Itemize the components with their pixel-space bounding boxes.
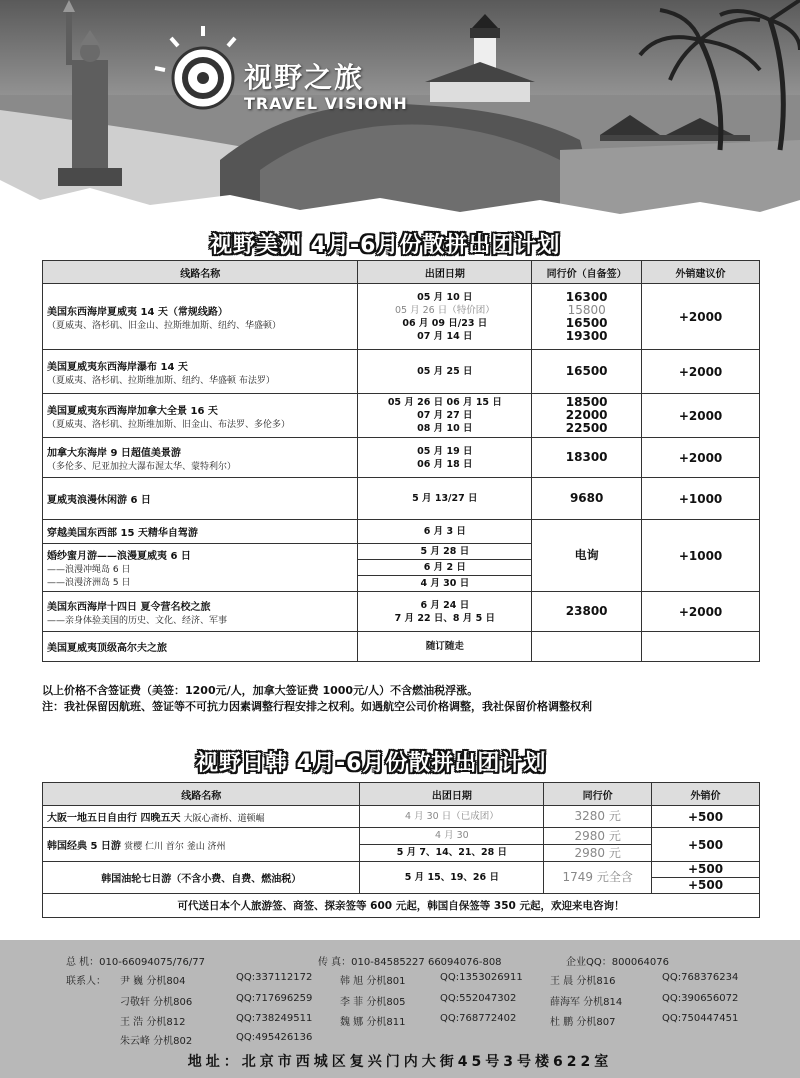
address: 地址：北京市西城区复兴门内大街45号3号楼622室 bbox=[187, 1054, 613, 1070]
route-name: 美国东西海岸夏威夷 14 天（常规线路） bbox=[47, 306, 228, 318]
contact-qq: QQ:390656072 bbox=[662, 993, 739, 1004]
price-cell bbox=[532, 438, 642, 478]
date-value: 4 月 30 日 bbox=[420, 578, 470, 589]
markup-value: +2000 bbox=[642, 592, 760, 632]
table-row bbox=[43, 806, 760, 828]
date-value: 08 月 10 日 bbox=[417, 423, 473, 434]
route-cell bbox=[43, 632, 358, 662]
route-name: 韩国油轮七日游（不含小费、自费、燃油税） bbox=[101, 874, 302, 885]
route-cell bbox=[43, 350, 358, 394]
table-row bbox=[43, 478, 760, 520]
contact-qq: QQ:750447451 bbox=[662, 1013, 739, 1024]
route-cell bbox=[43, 438, 358, 478]
markup-value: +2000 bbox=[642, 284, 760, 350]
date-value: 6 月 2 日 bbox=[358, 560, 531, 576]
route-name: 美国夏威夷东西海岸加拿大全景 16 天 bbox=[47, 405, 218, 417]
contact-person: 韩 旭 分机801 bbox=[340, 976, 406, 987]
date-value: 5 月 28 日 bbox=[358, 544, 531, 560]
header-date: 出团日期 bbox=[360, 783, 544, 806]
route-name: 美国夏威夷顶级高尔夫之旅 bbox=[47, 643, 167, 654]
header-markup: 外销价 bbox=[652, 783, 760, 806]
price-cell bbox=[532, 478, 642, 520]
route-cities: （多伦多、尼亚加拉大瀑布渥太华、蒙特利尔） bbox=[47, 461, 237, 472]
empty-cell bbox=[532, 632, 642, 662]
contacts-label: 联系人： bbox=[66, 976, 106, 987]
price-value: 19300 bbox=[565, 328, 608, 343]
date-value: 05 月 26 日（特价团） bbox=[394, 304, 495, 316]
price-value: 16500 bbox=[565, 315, 608, 330]
markup-cell bbox=[652, 862, 760, 894]
route-cities: （夏威夷、洛杉矶、拉斯维加斯、旧金山、布法罗、多伦多） bbox=[47, 419, 291, 430]
date-value: 5 月 13/27 日 bbox=[412, 493, 478, 504]
route-cell bbox=[43, 284, 358, 350]
date-value: 6 月 24 日 bbox=[420, 599, 470, 611]
date-cell bbox=[360, 828, 544, 862]
empty-cell bbox=[642, 632, 760, 662]
terms-note: 注：我社保留因航班、签证等不可抗力因素调整行程安排之权利。如遇航空公司价格调整，我社保留价格调整权利 bbox=[42, 700, 592, 713]
contact-qq: QQ:768376234 bbox=[662, 972, 739, 983]
route-name: 夏威夷浪漫休闲游 6 日 bbox=[47, 495, 151, 506]
date-value: 07 月 27 日 bbox=[417, 410, 473, 421]
price-note: 以上价格不含签证费（美签：1200元/人，加拿大签证费 1000元/人）不含燃油税浮涨。 bbox=[42, 684, 479, 697]
date-cell bbox=[358, 350, 532, 394]
date-value: 7 月 22 日、8 月 5 日 bbox=[394, 612, 496, 624]
price-cell bbox=[532, 394, 642, 438]
price-value: 18300 bbox=[565, 450, 608, 464]
header-route: 线路名称 bbox=[43, 783, 360, 806]
america-section-title: 视野美洲 4月-6月份散拼出团计划 bbox=[210, 233, 561, 258]
contact-person: 李 菲 分机805 bbox=[340, 997, 406, 1008]
route-cities: ——亲身体验美国的历史、文化、经济、军事 bbox=[47, 615, 228, 626]
contact-qq: QQ:1353026911 bbox=[440, 972, 523, 983]
brand-subtitle: TRAVEL VISIONH bbox=[244, 94, 408, 113]
table-row bbox=[43, 592, 760, 632]
route-name: 婚纱蜜月游——浪漫夏威夷 6 日 bbox=[47, 551, 191, 562]
date-cell bbox=[358, 544, 532, 592]
contact-qq: QQ:768772402 bbox=[440, 1013, 517, 1024]
markup-value: +2000 bbox=[642, 438, 760, 478]
route-name: 美国夏威夷东西海岸瀑布 14 天 bbox=[47, 361, 188, 373]
contact-qq: QQ:717696259 bbox=[236, 993, 313, 1004]
price-value: 18500 bbox=[565, 395, 608, 409]
date-value: 5 月 7、14、21、28 日 bbox=[396, 847, 507, 858]
table-row bbox=[43, 862, 760, 894]
date-value: 4 月 30 日（已成团） bbox=[405, 811, 499, 822]
markup-value: +2000 bbox=[642, 350, 760, 394]
route-cell bbox=[43, 394, 358, 438]
date-value: 随订随走 bbox=[425, 641, 464, 652]
date-cell bbox=[358, 520, 532, 544]
price-value: 22000 bbox=[565, 408, 608, 422]
route-cell bbox=[43, 862, 360, 894]
route-extra: 赏樱 仁川 首尔 釜山 济州 bbox=[124, 842, 226, 852]
route-cell bbox=[43, 806, 360, 828]
header-markup: 外销建议价 bbox=[642, 261, 760, 284]
table-row bbox=[43, 894, 760, 918]
date-cell bbox=[358, 478, 532, 520]
route-cities: （夏威夷、洛杉矶、拉斯维加斯、纽约、华盛顿 布法罗） bbox=[47, 375, 275, 386]
table-row bbox=[43, 438, 760, 478]
route-name: 大阪一地五日自由行 四晚五天 bbox=[47, 813, 181, 824]
route-name: 加拿大东海岸 9 日超值美景游 bbox=[47, 447, 181, 459]
date-value: 05 月 26 日 06 月 15 日 bbox=[387, 397, 502, 408]
price-cell bbox=[532, 284, 642, 350]
contact-person: 刁敬轩 分机806 bbox=[120, 997, 193, 1008]
japan-section-title: 视野日韩 4月-6月份散拼出团计划 bbox=[196, 751, 547, 776]
price-cell bbox=[532, 592, 642, 632]
visa-note: 可代送日本个人旅游签、商签、探亲签等 600 元起，韩国自保签等 350 元起，欢迎来电咨询！ bbox=[43, 894, 760, 918]
route-cell bbox=[43, 544, 358, 592]
price-cell bbox=[544, 828, 652, 862]
date-cell bbox=[358, 632, 532, 662]
contact-person: 朱云峰 分机802 bbox=[120, 1036, 193, 1047]
hero-banner bbox=[0, 0, 800, 222]
brand-name: 视野之旅 bbox=[244, 61, 365, 94]
contact-qq: QQ:337112172 bbox=[236, 972, 313, 983]
table-row bbox=[43, 350, 760, 394]
price-value: 23800 bbox=[565, 604, 608, 618]
date-cell bbox=[358, 284, 532, 350]
price-value: 3280 元 bbox=[574, 809, 621, 823]
date-cell bbox=[360, 806, 544, 828]
route-cell bbox=[43, 828, 360, 862]
date-value: 6 月 3 日 bbox=[423, 526, 466, 537]
date-value: 05 月 25 日 bbox=[417, 366, 473, 377]
route-name: 穿越美国东西部 15 天精华自驾游 bbox=[47, 528, 198, 539]
route-name: 韩国经典 5 日游 bbox=[47, 841, 121, 852]
price-value: 2980 元 bbox=[544, 828, 651, 845]
header-route: 线路名称 bbox=[43, 261, 358, 284]
table-row bbox=[43, 520, 760, 544]
markup-value: +500 bbox=[652, 828, 760, 862]
price-cell bbox=[532, 350, 642, 394]
table-header-row bbox=[43, 261, 760, 284]
contact-person: 王 晨 分机816 bbox=[550, 976, 616, 987]
date-value: 05 月 19 日 bbox=[417, 445, 473, 457]
date-value: 06 月 18 日 bbox=[417, 458, 473, 470]
route-cell bbox=[43, 478, 358, 520]
contact-person: 魏 娜 分机811 bbox=[340, 1017, 406, 1028]
markup-value: +1000 bbox=[642, 478, 760, 520]
date-cell bbox=[360, 862, 544, 894]
route-cities: （夏威夷、洛杉矶、旧金山、拉斯维加斯、纽约、华盛顿） bbox=[47, 320, 282, 331]
contact-qq: QQ:495426136 bbox=[236, 1032, 313, 1043]
japan-schedule-table bbox=[42, 782, 760, 918]
date-value: 5 月 15、19、26 日 bbox=[404, 872, 499, 883]
contact-person: 尹 巍 分机804 bbox=[120, 976, 186, 987]
price-cell bbox=[532, 520, 642, 592]
america-schedule-table bbox=[42, 260, 760, 662]
date-cell bbox=[358, 592, 532, 632]
price-value: 9680 bbox=[569, 491, 604, 505]
date-value: 05 月 10 日 bbox=[417, 291, 473, 303]
price-value: 16500 bbox=[565, 364, 608, 378]
markup-value: +2000 bbox=[642, 394, 760, 438]
table-row bbox=[43, 394, 760, 438]
price-value: 电询 bbox=[574, 548, 599, 562]
date-cell bbox=[358, 394, 532, 438]
contact-person: 薛海军 分机814 bbox=[550, 997, 623, 1008]
route-sub-item: ——浪漫冲绳岛 6 日 bbox=[47, 565, 131, 575]
date-value: 06 月 09 日/23 日 bbox=[402, 317, 488, 329]
price-cell bbox=[544, 862, 652, 894]
header-date: 出团日期 bbox=[358, 261, 532, 284]
markup-value: +500 bbox=[652, 806, 760, 828]
header-price: 同行价（自备签） bbox=[532, 261, 642, 284]
table-row bbox=[43, 632, 760, 662]
markup-value: +1000 bbox=[642, 520, 760, 592]
price-value: 22500 bbox=[565, 421, 608, 435]
table-row bbox=[43, 284, 760, 350]
main-phone: 总 机：010-66094075/76/77 bbox=[66, 957, 205, 968]
header-price: 同行价 bbox=[544, 783, 652, 806]
date-cell bbox=[358, 438, 532, 478]
price-cell bbox=[544, 806, 652, 828]
date-value: 07 月 14 日 bbox=[417, 330, 473, 342]
contact-person: 杜 鹏 分机807 bbox=[550, 1017, 616, 1028]
fax-number: 传 真：010-84585227 66094076-808 bbox=[318, 957, 502, 968]
company-qq: 企业QQ：800064076 bbox=[566, 957, 670, 968]
route-extra: 大阪心斋桥、道顿崛 bbox=[183, 814, 265, 824]
markup-value: +500 bbox=[652, 862, 759, 878]
contact-person: 王 浩 分机812 bbox=[120, 1017, 186, 1028]
price-value: 16300 bbox=[565, 289, 608, 304]
route-sub-item: ——浪漫济洲岛 5 日 bbox=[47, 578, 131, 588]
route-cell bbox=[43, 592, 358, 632]
table-row bbox=[43, 828, 760, 862]
date-value: 4 月 30 bbox=[360, 828, 543, 845]
route-name: 美国东西海岸十四日 夏令营名校之旅 bbox=[47, 601, 211, 613]
table-header-row bbox=[43, 783, 760, 806]
contact-qq: QQ:738249511 bbox=[236, 1013, 313, 1024]
price-value: 1749 元全含 bbox=[562, 870, 633, 884]
route-cell bbox=[43, 520, 358, 544]
price-value: 2980 元 bbox=[574, 846, 621, 860]
markup-value: +500 bbox=[687, 878, 724, 892]
contact-qq: QQ:552047302 bbox=[440, 993, 517, 1004]
price-value: 15800 bbox=[567, 302, 606, 317]
